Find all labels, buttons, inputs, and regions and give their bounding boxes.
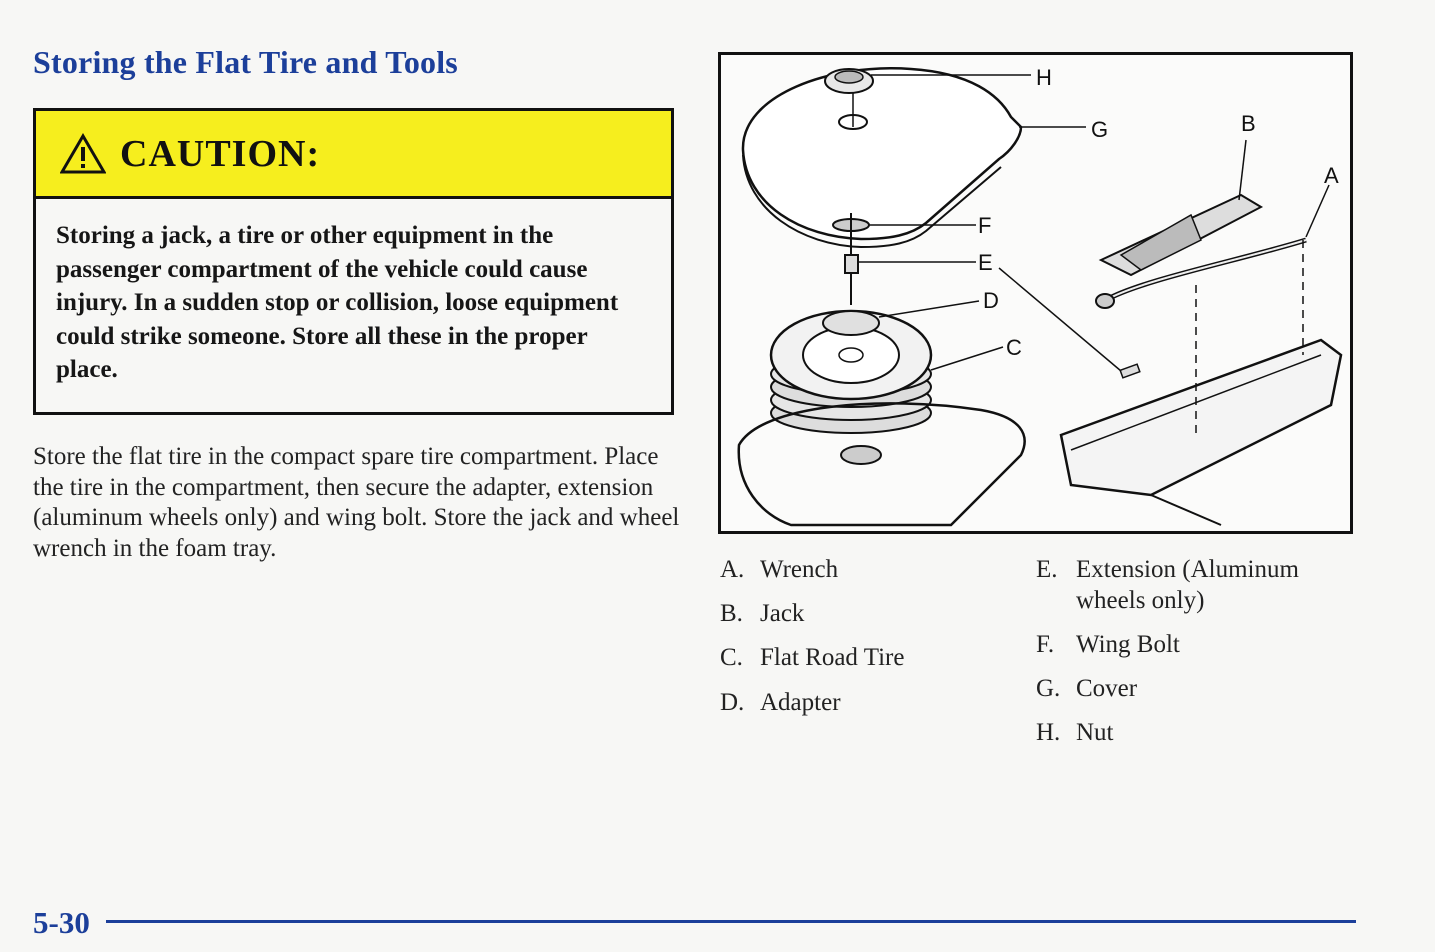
callout-g: G — [1091, 117, 1109, 142]
callout-f: F — [978, 213, 992, 238]
legend-text: Flat Road Tire — [760, 644, 905, 671]
extension-shape — [845, 255, 858, 273]
footer-rule — [106, 920, 1356, 923]
caution-header — [36, 111, 671, 199]
caution-box — [33, 108, 674, 415]
legend-item — [720, 555, 838, 585]
legend-item-continued — [1076, 586, 1204, 616]
body-paragraph: Store the flat tire in the compact spare tire compartment. Place the tire in the compartment, then secure the adapter, extension (aluminum wheels only) and wing bolt. Store the jack and wheel wrench in the foam tray. — [33, 443, 680, 562]
callout-e: E — [978, 250, 993, 275]
tire-storage-illustration — [718, 52, 1353, 534]
section-title: Storing the Flat Tire and Tools — [33, 44, 458, 80]
legend-item — [1036, 630, 1180, 660]
legend-letter: E. — [1036, 556, 1058, 583]
legend-item — [720, 643, 904, 673]
legend-letter: G. — [1036, 675, 1061, 702]
legend-letter: F. — [1036, 631, 1055, 658]
legend-item — [1036, 674, 1137, 704]
legend-item — [1036, 555, 1299, 585]
legend-text: Cover — [1076, 675, 1138, 702]
illustration-drawing — [721, 55, 1350, 531]
caution-title: CAUTION: — [120, 132, 321, 175]
legend-text: Nut — [1076, 719, 1114, 746]
legend-text: Extension (Aluminum — [1076, 556, 1299, 583]
callout-b: B — [1241, 111, 1256, 136]
warning-triangle-icon — [60, 133, 106, 175]
legend-text: wheels only) — [1076, 587, 1205, 614]
page-number: 5-30 — [33, 905, 90, 940]
legend-letter: A. — [720, 556, 745, 583]
legend-text: Jack — [760, 600, 805, 627]
legend-letter: C. — [720, 644, 743, 671]
callout-d: D — [983, 288, 999, 313]
legend-text: Adapter — [760, 689, 841, 716]
legend-letter: H. — [1036, 719, 1061, 746]
legend-text: Wrench — [760, 556, 839, 583]
callout-c: C — [1006, 335, 1022, 360]
callout-h: H — [1036, 65, 1052, 90]
legend-item — [720, 688, 841, 718]
caution-text: Storing a jack, a tire or other equipment in the passenger compartment of the vehicle could cause injury. In a sudden stop or collision, loose equipment could strike someone. Store all these in the proper place. — [56, 222, 619, 383]
adapter-shape — [823, 311, 879, 335]
legend-letter: B. — [720, 600, 743, 627]
legend-item — [720, 599, 804, 629]
legend-letter: D. — [720, 689, 745, 716]
callout-a: A — [1324, 163, 1339, 188]
legend-item — [1036, 718, 1114, 748]
legend-text: Wing Bolt — [1076, 631, 1180, 658]
